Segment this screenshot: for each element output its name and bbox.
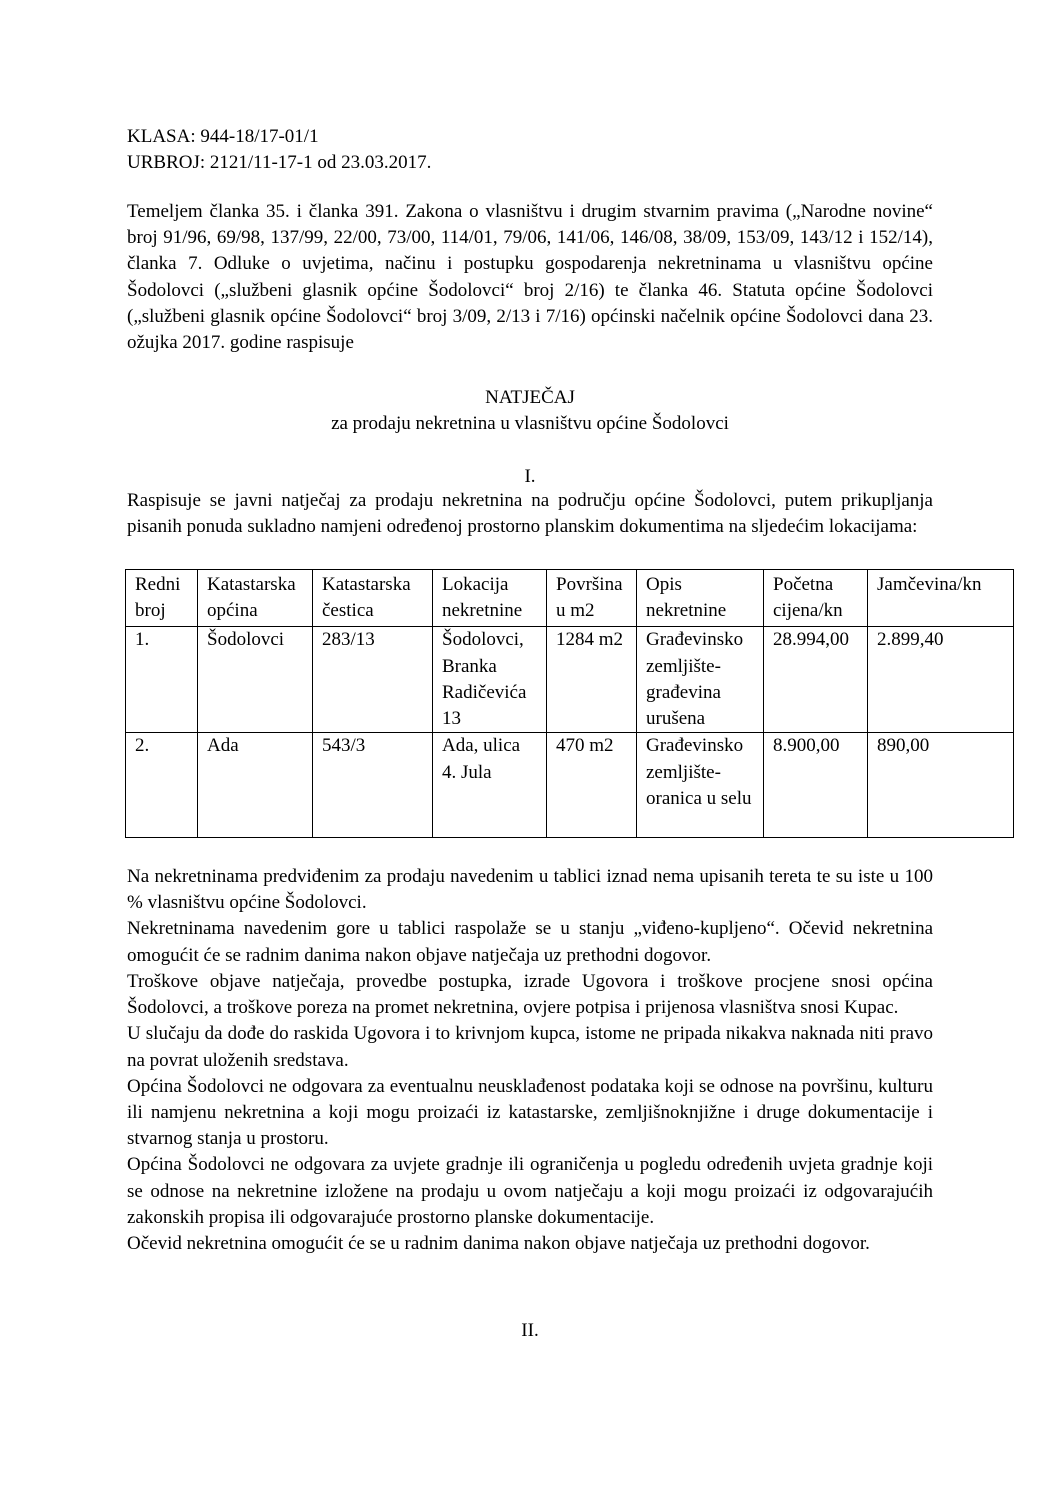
header-cell: Lokacija nekretnine: [433, 570, 547, 627]
paragraph: Na nekretninama predviđenim za prodaju navedenim u tablici iznad nema upisanih tereta te su iste u 100 % vlasništvu općine Šodolovci.: [127, 866, 933, 914]
table-cell: Građevinsko zemljište-građevina urušena: [637, 627, 764, 733]
title-heading: NATJEČAJ: [485, 387, 575, 408]
section-number-1: I.: [524, 466, 536, 487]
table-cell: Šodolovci: [198, 627, 313, 733]
table-cell: 8.900,00: [764, 733, 868, 838]
urbroj-line: URBROJ: 2121/11-17-1 od 23.03.2017.: [127, 152, 432, 174]
table-cell: 470 m2: [547, 733, 637, 838]
table-cell: Ada, ulica 4. Jula: [433, 733, 547, 838]
property-table: [125, 569, 1014, 838]
table-cell: 283/13: [313, 627, 433, 733]
table-cell: 2.899,40: [868, 627, 1014, 733]
conditions-paragraphs: [127, 864, 933, 1257]
table-row: [126, 733, 1014, 838]
document-title: [127, 385, 933, 437]
klasa-line: KLASA: 944-18/17-01/1: [127, 126, 319, 147]
paragraph: Očevid nekretnina omogućit će se u radnim danima nakon objave natječaja uz prethodni dogovor.: [127, 1233, 870, 1255]
table-cell: 1284 m2: [547, 627, 637, 733]
table-cell: 543/3: [313, 733, 433, 838]
document-header: [127, 124, 947, 176]
paragraph: Općina Šodolovci ne odgovara za uvjete gradnje ili ograničenja u pogledu određenih uvjeta gradnje koji se odnose na nekretnine izložene na prodaju u ovom natječaju a koji mogu proizaći iz odgovarajućih zakonskih propisa ili odgovarajuće prostorno planske dokumentacije.: [127, 1154, 933, 1228]
header-cell: Katastarska čestica: [313, 570, 433, 627]
table-cell: 2.: [126, 733, 198, 838]
header-cell: Opis nekretnine: [637, 570, 764, 627]
paragraph: Troškove objave natječaja, provedbe postupka, izrade Ugovora i troškove procjene snosi općina Šodolovci, a troškove poreza na promet nekretnina, ovjere potpisa i prijenosa vlasništva snosi Kupac.: [127, 970, 933, 1019]
legal-preamble: Temeljem članka 35. i članka 391. Zakona o vlasništvu i drugim stvarnim pravima („Narodne novine“ broj 91/96, 69/98, 137/99, 22/00, 73/00, 114/01, 79/06, 141/06, 146/08, 38/09, 153/09, 143/12 i 152/14), članka 7. Odluke o uvjetima, načinu i postupku gospodarenja nekretninama u vlasništvu općine Šodolovci („službeni glasnik općine Šodolovci“ broj 2/16) te članka 46. Statuta općine Šodolovci („službeni glasnik općine Šodolovci“ broj 3/09, 2/13 i 7/16) općinski načelnik općine Šodolovci dana 23. ožujka 2017. godine raspisuje: [127, 201, 933, 354]
title-subheading: za prodaju nekretnina u vlasništvu općine Šodolovci: [331, 413, 729, 435]
header-cell: Katastarska općina: [198, 570, 313, 627]
table-row: [126, 627, 1014, 733]
section-1-intro: Raspisuje se javni natječaj za prodaju nekretnina na području općine Šodolovci, putem prikupljanja pisanih ponuda sukladno namjeni određenoj prostorno planskim dokumentima na sljedećim lokacijama:: [127, 490, 933, 538]
header-cell: Redni broj: [126, 570, 198, 627]
table-cell: Građevinsko zemljište-oranica u selu: [637, 733, 764, 838]
paragraph: U slučaju da dođe do raskida Ugovora i to krivnjom kupca, istome ne pripada nikakva naknada niti pravo na povrat uloženih sredstava.: [127, 1023, 933, 1071]
table-cell: 1.: [126, 627, 198, 733]
header-cell: Početna cijena/kn: [764, 570, 868, 627]
table-header-row: [126, 570, 1014, 627]
table-cell: Ada: [198, 733, 313, 838]
table-cell: 890,00: [868, 733, 1014, 838]
header-cell: Jamčevina/kn: [868, 570, 1014, 627]
paragraph: Nekretninama navedenim gore u tablici raspolaže se u stanju „viđeno-kupljeno“. Očevid nekretnina omogućit će se radnim danima nakon objave natječaja uz prethodni dogovor.: [127, 918, 933, 966]
header-cell: Površina u m2: [547, 570, 637, 627]
section-number-2: II.: [521, 1320, 539, 1341]
table-cell: 28.994,00: [764, 627, 868, 733]
table-cell: Šodolovci, Branka Radičevića 13: [433, 627, 547, 733]
paragraph: Općina Šodolovci ne odgovara za eventualnu neusklađenost podataka koji se odnose na površinu, kulturu ili namjenu nekretnina a koji mogu proizaći iz katastarske, zemljišnoknjižne i druge dokumentacije i stvarnog stanja u prostoru.: [127, 1075, 933, 1150]
